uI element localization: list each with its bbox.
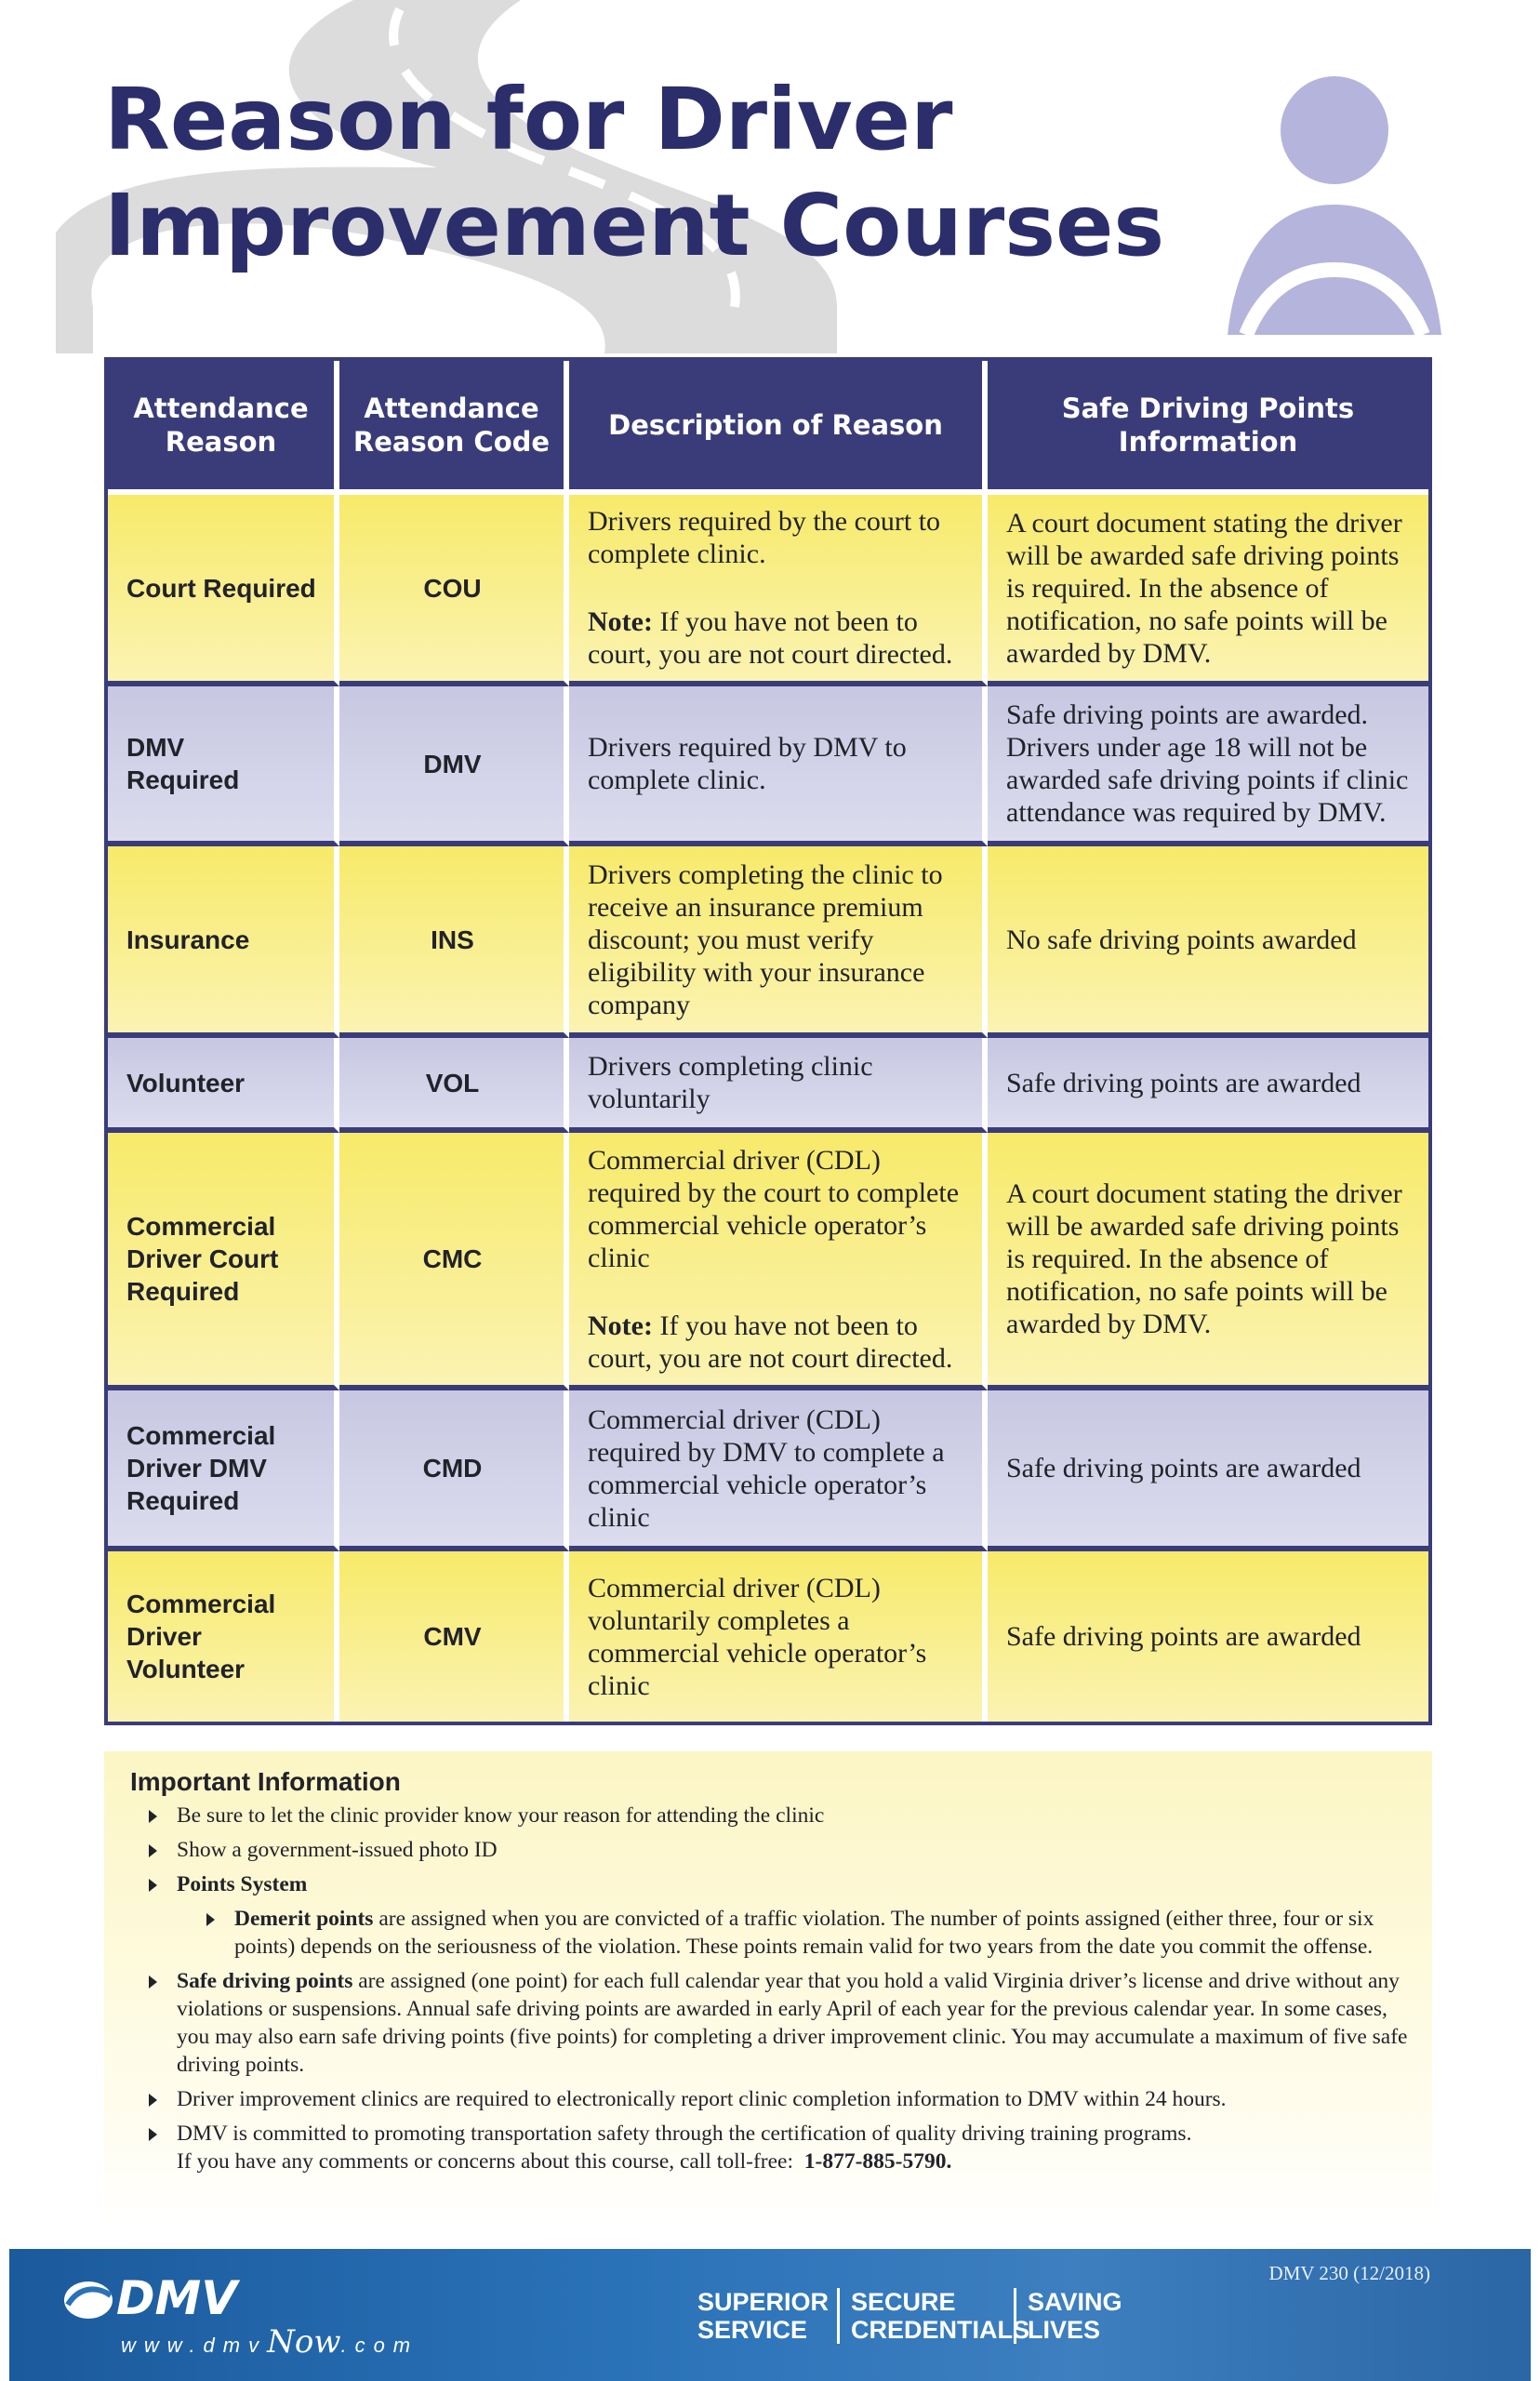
table-row: [108, 1551, 1428, 1722]
table-row: [108, 1038, 1428, 1133]
url-suffix: .com: [340, 2334, 419, 2357]
header-attendance-reason-code: Attendance Reason Code: [339, 361, 569, 495]
points-info-cell: Safe driving points are awarded. Drivers under age 18 will not be awarded safe driving points if clinic attendance was required by DMV.: [988, 686, 1428, 846]
table-row: [108, 846, 1428, 1038]
points-info-cell: No safe driving points awarded: [988, 846, 1428, 1038]
code-cell: COU: [339, 495, 569, 686]
reason-cell: DMV Required: [108, 686, 339, 846]
code-cell: VOL: [339, 1038, 569, 1133]
page-title-line1: Reason for Driver: [104, 70, 953, 169]
note-label: Note:: [588, 606, 653, 637]
header-description: Description of Reason: [569, 361, 988, 495]
table-row: [108, 495, 1428, 686]
points-info-cell: Safe driving points are awarded: [988, 1390, 1428, 1551]
safe-points-text: are assigned (one point) for each full calendar year that you hold a valid Virginia driver’s license and drive without any violations or suspensions. Annual safe driving points are awarded in early April of each year for the previous calendar year. In some cases, you may also earn safe driving points (five points) for completing a driver improvement clinic. You may accumulate a maximum of five safe driving points.: [177, 1969, 1408, 2077]
description-cell: Drivers required by DMV to complete clinic.: [569, 686, 988, 846]
footer-banner: [9, 2249, 1531, 2381]
list-item: [130, 1870, 1410, 1898]
list-item: [130, 1905, 1410, 1961]
list-item: [130, 1802, 1410, 1829]
description-text: Drivers required by the court to complete clinic.: [588, 506, 941, 569]
description-cell: Drivers completing the clinic to receive an insurance premium discount; you must verify eligibility with your insurance company: [569, 846, 988, 1038]
header-attendance-reason: Attendance Reason: [108, 361, 339, 495]
list-item-text: Be sure to let the clinic provider know your reason for attending the clinic: [177, 1803, 825, 1828]
tagline-saving-lives: [1014, 2288, 1122, 2344]
header-safe-points: Safe Driving Points Information: [988, 361, 1428, 495]
important-list: [130, 1802, 1410, 2175]
description-text: Commercial driver (CDL) required by the court to complete commercial vehicle operator’s clinic: [588, 1144, 960, 1273]
code-cell: DMV: [339, 686, 569, 846]
driver-steering-wheel-icon: [1209, 65, 1451, 344]
code-cell: CMC: [339, 1133, 569, 1390]
note-text: If you have not been to court, you are not court directed.: [588, 1310, 953, 1374]
list-item: [130, 2085, 1410, 2113]
form-number: DMV 230 (12/2018): [1268, 2262, 1430, 2284]
list-item-text: Points System: [177, 1872, 308, 1896]
dmv-logo: [60, 2271, 237, 2328]
url-now: Now: [267, 2323, 341, 2361]
tagline-superior-service: [697, 2288, 829, 2344]
table-header-row: [108, 361, 1428, 495]
description-cell: [569, 1133, 988, 1390]
points-info-cell: A court document stating the driver will be awarded safe driving points is required. In the absence of notification, no safe points will be awarded by DMV.: [988, 495, 1428, 686]
dmv-swoosh-icon: [60, 2277, 116, 2323]
safe-points-label: Safe driving points: [177, 1969, 353, 1993]
points-info-cell: A court document stating the driver will be awarded safe driving points is required. In the absence of notification, no safe points will be awarded by DMV.: [988, 1133, 1428, 1390]
demerit-text: are assigned when you are convicted of a traffic violation. The number of points assigned (either three, four or six points) depends on the seriousness of the violation. These points remain valid for two years from the date you commit the offense.: [234, 1907, 1374, 1959]
contact-text: If you have any comments or concerns about this course, call toll-free:: [177, 2149, 793, 2174]
triangle-bullet-icon: [149, 1844, 157, 1857]
triangle-bullet-icon: [149, 1879, 157, 1892]
points-info-cell: Safe driving points are awarded: [988, 1551, 1428, 1722]
tag-line: SAVING: [1028, 2288, 1122, 2316]
list-item: [130, 1836, 1410, 1864]
list-item-text: DMV is committed to promoting transportation safety through the certification of quality driving training programs.: [177, 2122, 1192, 2146]
url-prefix: www.dmv: [121, 2334, 268, 2357]
reason-cell: Court Required: [108, 495, 339, 686]
important-information: [104, 1751, 1432, 2226]
description-cell: Commercial driver (CDL) voluntarily completes a commercial vehicle operator’s clinic: [569, 1551, 988, 1722]
page-title-line2: Improvement Courses: [104, 176, 1165, 275]
reason-cell: Volunteer: [108, 1038, 339, 1133]
table-row: [108, 1390, 1428, 1551]
tag-line: LIVES: [1028, 2316, 1101, 2344]
reason-cell: Commercial Driver Volunteer: [108, 1551, 339, 1722]
tag-line: SERVICE: [697, 2316, 808, 2344]
tagline-secure-credentials: [837, 2288, 1029, 2344]
reason-cell: Commercial Driver DMV Required: [108, 1390, 339, 1551]
dmv-url: [121, 2323, 418, 2361]
reasons-table: [104, 357, 1432, 1725]
reason-cell: Insurance: [108, 846, 339, 1038]
page-title: [104, 67, 1164, 279]
tag-line: CREDENTIALS: [851, 2316, 1030, 2344]
page-header: [0, 0, 1540, 353]
triangle-bullet-icon: [149, 1975, 157, 1989]
table-row: [108, 1133, 1428, 1390]
code-cell: INS: [339, 846, 569, 1038]
dmv-logo-text: DMV: [116, 2271, 237, 2325]
points-info-cell: Safe driving points are awarded: [988, 1038, 1428, 1133]
table-row: [108, 686, 1428, 846]
triangle-bullet-icon: [149, 2128, 157, 2141]
description-cell: Drivers completing clinic voluntarily: [569, 1038, 988, 1133]
reason-cell: Commercial Driver Court Required: [108, 1133, 339, 1390]
list-item-text: Show a government-issued photo ID: [177, 1838, 498, 1862]
description-cell: Commercial driver (CDL) required by DMV to complete a commercial vehicle operator’s clinic: [569, 1390, 988, 1551]
note-text: If you have not been to court, you are not court directed.: [588, 606, 953, 670]
list-item-text: Driver improvement clinics are required to electronically report clinic completion information to DMV within 24 hours.: [177, 2087, 1227, 2111]
code-cell: CMV: [339, 1551, 569, 1722]
code-cell: CMD: [339, 1390, 569, 1551]
description-cell: [569, 495, 988, 686]
note-label: Note:: [588, 1310, 653, 1341]
tag-line: SECURE: [851, 2288, 956, 2316]
important-title: Important Information: [130, 1767, 401, 1796]
list-item: [130, 1967, 1410, 2079]
list-item: [130, 2120, 1410, 2175]
demerit-label: Demerit points: [234, 1907, 374, 1931]
tag-line: SUPERIOR: [697, 2288, 830, 2316]
triangle-bullet-icon: [206, 1913, 215, 1926]
triangle-bullet-icon: [149, 1810, 157, 1823]
phone-number: 1-877-885-5790.: [803, 2149, 952, 2174]
triangle-bullet-icon: [149, 2094, 157, 2107]
